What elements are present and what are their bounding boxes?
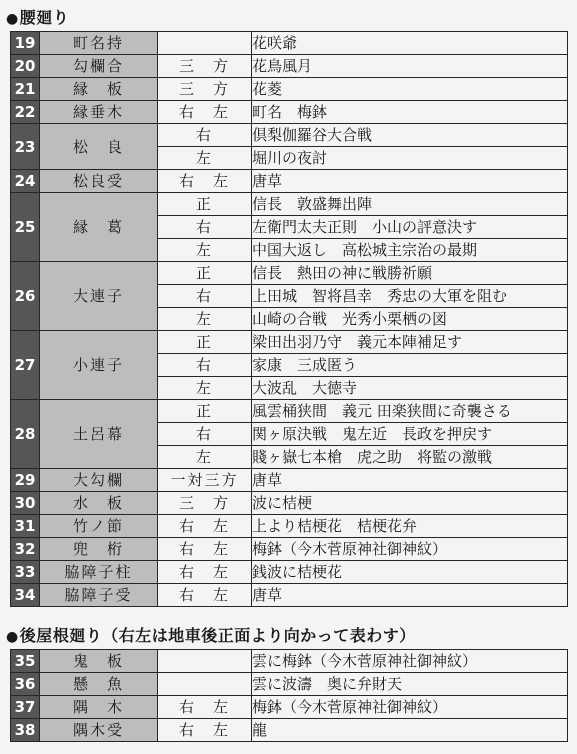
motif-cell: 関ヶ原決戦 鬼左近 長政を押戻す [252, 423, 568, 446]
section-title-rear-roof [6, 626, 416, 647]
position-cell: 正 [158, 400, 252, 423]
table-row [11, 55, 568, 78]
motif-cell: 唐草 [252, 170, 568, 193]
section-title-text: 後屋根廻り（右左は地車後正面より向かって表わす） [19, 626, 416, 645]
part-number: 20 [11, 55, 40, 78]
position-cell: 右 [158, 354, 252, 377]
part-number: 28 [11, 400, 40, 469]
table-row [11, 331, 568, 354]
position-cell: 右 左 [158, 561, 252, 584]
motif-cell: 雲に梅鉢（今木菅原神社御神紋） [252, 650, 568, 673]
table-row [11, 538, 568, 561]
position-cell [158, 650, 252, 673]
part-name: 松 良 [40, 124, 158, 170]
motif-cell: 花咲爺 [252, 32, 568, 55]
bullet-icon: ● [6, 11, 19, 27]
position-cell: 右 [158, 423, 252, 446]
table-row [11, 650, 568, 673]
position-cell: 左 [158, 377, 252, 400]
motif-cell: 山崎の合戦 光秀小栗栖の図 [252, 308, 568, 331]
part-number: 21 [11, 78, 40, 101]
motif-cell: 唐草 [252, 469, 568, 492]
part-name: 竹ノ節 [40, 515, 158, 538]
position-cell: 右 左 [158, 696, 252, 719]
motif-cell: 梅鉢（今木菅原神社御神紋） [252, 696, 568, 719]
position-cell: 右 左 [158, 538, 252, 561]
table-row [11, 170, 568, 193]
table-row [11, 515, 568, 538]
position-cell: 三 方 [158, 78, 252, 101]
part-name: 小連子 [40, 331, 158, 400]
motif-cell: 信長 熱田の神に戦勝祈願 [252, 262, 568, 285]
position-cell [158, 673, 252, 696]
part-number: 36 [11, 673, 40, 696]
part-name: 隅 木 [40, 696, 158, 719]
part-number: 26 [11, 262, 40, 331]
part-name: 懸 魚 [40, 673, 158, 696]
motif-cell: 信長 敦盛舞出陣 [252, 193, 568, 216]
part-name: 兜 桁 [40, 538, 158, 561]
part-number: 34 [11, 584, 40, 607]
part-name: 縁垂木 [40, 101, 158, 124]
part-name: 水 板 [40, 492, 158, 515]
parts-table-waist [10, 31, 568, 607]
part-number: 29 [11, 469, 40, 492]
part-number: 22 [11, 101, 40, 124]
motif-cell: 梅鉢（今木菅原神社御神紋） [252, 538, 568, 561]
part-number: 35 [11, 650, 40, 673]
part-number: 23 [11, 124, 40, 170]
position-cell: 右 [158, 285, 252, 308]
part-number: 24 [11, 170, 40, 193]
section-title-text: 腰廻り [19, 8, 70, 27]
motif-cell: 梁田出羽乃守 義元本陣補足す [252, 331, 568, 354]
part-number: 30 [11, 492, 40, 515]
motif-cell: 倶梨伽羅谷大合戦 [252, 124, 568, 147]
part-name: 隅木受 [40, 719, 158, 742]
motif-cell: 中国大返し 高松城主宗治の最期 [252, 239, 568, 262]
motif-cell: 家康 三成匿う [252, 354, 568, 377]
table-row [11, 584, 568, 607]
part-name: 町名持 [40, 32, 158, 55]
table-row [11, 469, 568, 492]
part-name: 大連子 [40, 262, 158, 331]
bullet-icon: ● [6, 629, 19, 645]
position-cell: 右 [158, 124, 252, 147]
table-row [11, 400, 568, 423]
table-row [11, 78, 568, 101]
motif-cell: 堀川の夜討 [252, 147, 568, 170]
position-cell: 左 [158, 239, 252, 262]
part-name: 脇障子受 [40, 584, 158, 607]
table-row [11, 719, 568, 742]
motif-cell: 唐草 [252, 584, 568, 607]
position-cell: 三 方 [158, 55, 252, 78]
position-cell: 左 [158, 147, 252, 170]
table-row [11, 673, 568, 696]
position-cell: 正 [158, 262, 252, 285]
position-cell: 右 左 [158, 101, 252, 124]
table-row [11, 193, 568, 216]
part-number: 31 [11, 515, 40, 538]
motif-cell: 上より桔梗花 桔梗花弁 [252, 515, 568, 538]
position-cell: 右 左 [158, 584, 252, 607]
table-row [11, 124, 568, 147]
part-name: 大勾欄 [40, 469, 158, 492]
position-cell: 右 左 [158, 719, 252, 742]
motif-cell: 左衛門太夫正則 小山の評意決す [252, 216, 568, 239]
part-number: 38 [11, 719, 40, 742]
table-row [11, 561, 568, 584]
part-name: 松良受 [40, 170, 158, 193]
position-cell: 左 [158, 446, 252, 469]
table-row [11, 492, 568, 515]
motif-cell: 波に桔梗 [252, 492, 568, 515]
part-name: 脇障子柱 [40, 561, 158, 584]
part-name: 勾欄合 [40, 55, 158, 78]
table-row [11, 101, 568, 124]
position-cell: 三 方 [158, 492, 252, 515]
table-row [11, 696, 568, 719]
position-cell: 右 [158, 216, 252, 239]
motif-cell: 花鳥風月 [252, 55, 568, 78]
position-cell: 右 左 [158, 170, 252, 193]
part-name: 鬼 板 [40, 650, 158, 673]
motif-cell: 上田城 智将昌幸 秀忠の大軍を阻む [252, 285, 568, 308]
motif-cell: 雲に波濤 奥に弁財天 [252, 673, 568, 696]
part-number: 33 [11, 561, 40, 584]
part-number: 32 [11, 538, 40, 561]
position-cell: 一対三方 [158, 469, 252, 492]
part-number: 19 [11, 32, 40, 55]
parts-table-rear-roof [10, 649, 568, 742]
motif-cell: 銭波に桔梗花 [252, 561, 568, 584]
section-title-waist [6, 8, 69, 29]
part-number: 27 [11, 331, 40, 400]
table-row [11, 32, 568, 55]
position-cell: 右 左 [158, 515, 252, 538]
part-name: 縁 葛 [40, 193, 158, 262]
position-cell [158, 32, 252, 55]
motif-cell: 花菱 [252, 78, 568, 101]
motif-cell: 龍 [252, 719, 568, 742]
motif-cell: 風雲桶狭間 義元 田楽狭間に奇襲さる [252, 400, 568, 423]
position-cell: 左 [158, 308, 252, 331]
motif-cell: 大波乱 大徳寺 [252, 377, 568, 400]
part-number: 37 [11, 696, 40, 719]
part-name: 土呂幕 [40, 400, 158, 469]
part-name: 縁 板 [40, 78, 158, 101]
motif-cell: 賤ヶ嶽七本槍 虎之助 将監の激戦 [252, 446, 568, 469]
motif-cell: 町名 梅鉢 [252, 101, 568, 124]
table-row [11, 262, 568, 285]
part-number: 25 [11, 193, 40, 262]
position-cell: 正 [158, 193, 252, 216]
position-cell: 正 [158, 331, 252, 354]
